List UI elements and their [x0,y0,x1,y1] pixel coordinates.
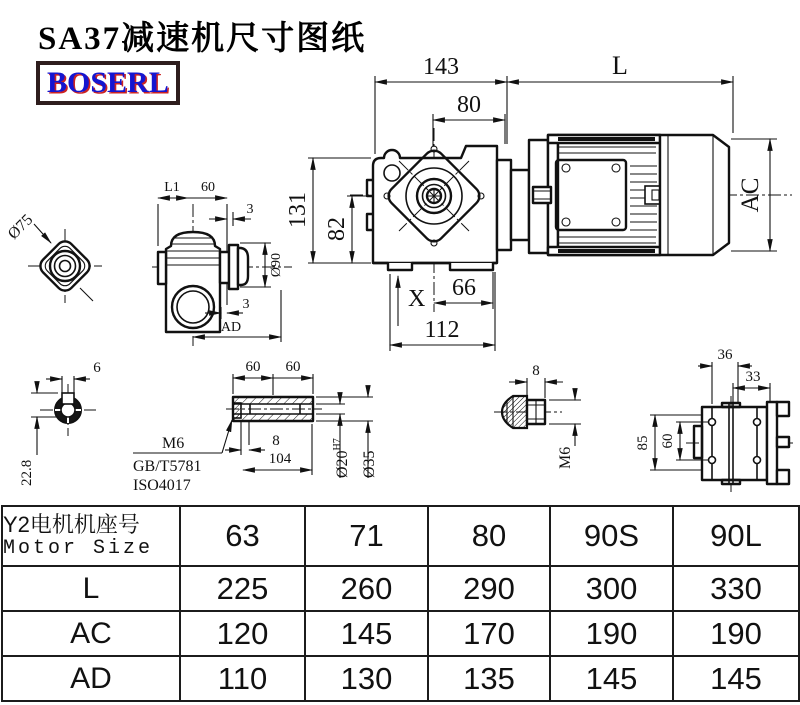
table-row-AC [2,611,799,656]
view-flange-face [5,211,102,303]
dim-X-label: X [408,286,426,312]
dim-75-label: Ø75 [4,211,37,243]
dim-104-label: 104 [268,451,292,467]
motor-bottom-vents [558,249,655,253]
dim-8-shaft-label: 8 [272,433,280,449]
dim-20-tolerance: H7 [332,438,343,451]
cell-AC-90S: 190 [550,611,673,656]
cell-AD-90S: 145 [550,656,673,701]
col-90S: 90S [550,506,673,566]
shaft-nut [533,187,551,203]
dim-L1 [158,180,188,198]
top-bolt [754,457,761,464]
top-left-bracket [694,426,702,458]
keyway-slot [62,393,74,404]
col-90L: 90L [673,506,799,566]
dim-60-side-label: 60 [201,180,215,195]
dim-143-label: 143 [423,54,459,80]
callout-M6-bolt-standard [133,420,232,494]
adapter-plate-1 [497,160,511,250]
cell-AD-90L: 145 [673,656,799,701]
cell-L-71: 260 [305,566,428,611]
col-71: 71 [305,506,428,566]
top-bolt [709,457,716,464]
dim-66-label: 66 [452,275,476,301]
dim-3-top [209,202,254,226]
dim-33-label: 33 [745,369,761,385]
bolt-head [502,396,527,428]
cell-L-80: 290 [428,566,550,611]
cell-AD-80: 135 [428,656,550,701]
dim-20-value: Ø20 [334,450,351,478]
m6-callout-label: M6 [162,435,185,452]
cell-L-63: 225 [180,566,305,611]
side-left-tab [158,252,166,284]
dim-90-label: Ø90 [269,252,284,278]
view-gearbox-top [635,347,796,492]
d75-leader-tail [80,288,93,301]
cell-AC-90L: 190 [673,611,799,656]
table-row-L [2,566,799,611]
dim-AC [731,139,777,251]
side-output-cap [238,248,248,285]
shaft-bore [61,403,75,417]
page-title: SA37减速机尺寸图纸 [38,21,367,57]
end-retainer [233,403,241,418]
dim-L1-label: L1 [164,180,180,195]
header-motor-size-en: Motor Size [3,536,154,560]
cell-L-90S: 300 [550,566,673,611]
view-hollow-shaft [133,359,378,494]
dim-8-bolt-label: 8 [532,363,540,379]
dim-60b-label: 60 [285,359,301,375]
dim-3-bottom-label: 3 [242,297,250,312]
header-motor-size-cn: Y2电机机座号 [3,511,140,537]
dim-131 [285,158,371,263]
dim-143 [375,54,507,154]
dim-85-label: 85 [635,435,651,451]
dim-36-label: 36 [717,347,733,363]
dim-AD-label: AD [220,320,242,335]
dim-80-label: 80 [457,92,481,118]
flange-tab-2 [777,437,789,447]
brand-logo: BOSERL [36,61,180,105]
col-80: 80 [428,506,550,566]
dim-M6-bolt [549,390,581,469]
dim-112-label: 112 [424,317,460,343]
dim-60-top-label: 60 [660,433,676,449]
view-bolt [494,363,581,469]
fan-cover [660,135,729,255]
flange-tab-3 [777,470,789,484]
motor-top-vents [558,137,655,141]
dim-6-label: 6 [93,360,101,376]
gearbox-feet [373,263,497,270]
table-row-AD [2,656,799,701]
dim-60a-label: 60 [245,359,261,375]
row-AD-label: AD [2,656,180,701]
top-bolt [709,419,716,426]
cell-AC-71: 145 [305,611,428,656]
dim-8-shaft [225,421,280,455]
cell-AC-80: 170 [428,611,550,656]
dim-L [507,51,733,133]
row-L-label: L [2,566,180,611]
cell-AC-63: 120 [180,611,305,656]
view-key-section [19,360,101,486]
side-output-neck [220,252,229,283]
dim-82-label: 82 [324,217,350,241]
dim-20H7 [316,394,351,478]
top-tab-lower [722,480,740,484]
d75-leader [34,224,51,243]
dim-M6-bolt-label: M6 [557,446,574,469]
view-main-gearmotor [285,51,792,351]
top-bolt [754,419,761,426]
dim-L-label: L [612,51,628,80]
dim-82 [324,196,368,263]
dim-22-8 [19,383,59,486]
dim-60-60 [233,359,313,395]
dim-36 [698,347,752,404]
adapter-neck [511,170,529,240]
cell-AD-63: 110 [180,656,305,701]
flange-tab-1 [777,402,789,416]
row-AC-label: AC [2,611,180,656]
iso-standard-label: ISO4017 [133,477,191,494]
dim-60-side [188,180,227,198]
dim-X [398,276,425,326]
side-output-plate [229,245,238,289]
dim-AC-label: AC [737,177,764,213]
dim-112 [390,272,495,351]
view-gearbox-side [152,180,292,346]
dim-131-label: 131 [285,192,311,228]
dim-35-label: Ø35 [361,450,378,478]
dim-80 [433,92,505,146]
dim-66 [434,272,493,309]
top-flange-plate [767,402,777,484]
gb-standard-label: GB/T5781 [133,458,202,475]
motor-dimension-table [1,505,800,702]
dim-3-top-label: 3 [246,202,254,217]
table-header-row [2,506,799,566]
dim-8-bolt [509,363,563,398]
cell-L-90L: 330 [673,566,799,611]
cell-AD-71: 130 [305,656,428,701]
dim-22-8-label: 22.8 [19,459,35,486]
col-63: 63 [180,506,305,566]
header-motor-size [2,506,180,566]
dim-20H7-label [332,438,351,478]
